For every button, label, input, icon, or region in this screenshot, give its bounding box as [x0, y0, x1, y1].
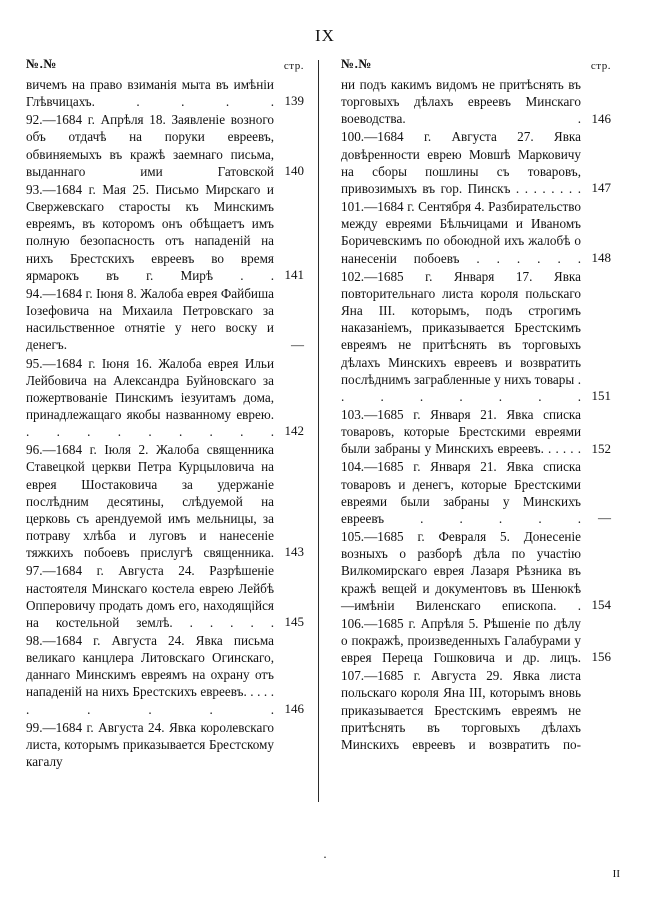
entry-text: 94.—1684 г. Іюня 8. Жалоба еврея Файбиша Іозефовича на Михаила Петровскаго за насильственное отнятіе у него воску и денегъ.: [26, 285, 274, 353]
list-item: [26, 632, 304, 718]
entry-page: 156: [591, 649, 611, 665]
entry-text: вичемъ на право взиманія мыта въ имѣніи Глѣвчицахъ. . . . .: [26, 77, 274, 110]
entry-page: 154: [591, 596, 611, 612]
entry-text: 96.—1684 г. Іюля 2. Жалоба священника Ставецкой церкви Петра Курцыловича на еврея Шостаковича за удержаніе послѣдним десятины, слѣдуемой на церковь съ арендуемой имъ мельницы, за потраву хлѣба и луговъ и нанесеніе тяжкихъ побоевъ прислугѣ священника.: [26, 442, 274, 561]
entry-page: 148: [591, 249, 611, 265]
entry-text: 92.—1684 г. Апрѣля 18. Заявленіе возного объ отдачѣ на поруки евреевъ, обвиняемыхъ въ кражѣ заемнаго письма, выданнаго ими Гатовской: [26, 112, 274, 179]
entry-page: 142: [284, 423, 304, 439]
entry-page: 140: [284, 163, 304, 179]
entry-text: 103.—1685 г. Января 21. Явка списка товаровъ, которые Брестскими евреями были забраны у Минскихъ евреевъ. . . . . .: [341, 406, 581, 457]
list-item: [341, 268, 611, 405]
list-item: [341, 458, 611, 527]
entry-text: 104.—1685 г. Января 21. Явка списка товаровъ и денегъ, которые Брестскими евреями были забраны у Минскихъ евреевъ . . . . .: [341, 459, 581, 526]
entry-text: 98.—1684 г. Августа 24. Явка письма великаго канцлера Литовскаго Огинскаго, даннаго Минскимъ евреямъ на охрану отъ нападеній на нихъ Брестскихъ евреевъ. . . . . . . . . .: [26, 633, 274, 717]
entry-page: 139: [284, 93, 304, 109]
list-item: [26, 355, 304, 441]
list-item: [26, 562, 304, 631]
left-column-header: [26, 56, 304, 72]
left-page-header: стр.: [283, 60, 304, 72]
entry-page: 146: [591, 110, 611, 126]
two-column-layout: [0, 56, 650, 802]
entry-page: 143: [284, 544, 304, 560]
entry-text: 102.—1685 г. Января 17. Явка повторительнаго листа короля польскаго Яна III. которымъ, подъ строгимъ наказаніемъ, приказывается Брестскимъ евреямъ не притѣснять въ торговыхъ дѣлахъ Минскихъ евреевъ и возвратить послѣднимъ заграбленные у нихъ товары . . . . . . . .: [341, 268, 581, 404]
entry-page: 141: [284, 266, 304, 282]
list-item: [341, 615, 611, 666]
list-item: [26, 111, 304, 180]
list-item: [341, 406, 611, 457]
entry-text: 97.—1684 г. Августа 24. Разрѣшеніе настоятеля Минскаго костела еврею Лейбѣ Опперовичу продать домъ его, находящійся на костельной землѣ. . . . . .: [26, 563, 274, 630]
entry-text: 107.—1685 г. Августа 29. Явка листа польскаго короля Яна III, которымъ вновь приказывается Брестскимъ евреямъ не притѣснять въ торговыхъ дѣлахъ Минскихъ евреевъ и возвратить по-: [341, 668, 581, 752]
entry-page: —: [291, 336, 304, 352]
entry-page: 146: [284, 700, 304, 716]
entry-page: 147: [591, 180, 611, 196]
entry-text: ни подъ какимъ видомъ не притѣснять въ торговыхъ дѣлахъ евреевъ Минскаго воеводства. .: [341, 77, 581, 127]
entry-text: 100.—1684 г. Августа 27. Явка довѣренности еврею Мовшѣ Марковичу на сборы пошлины съ товаровъ, привозимыхъ въ гор. Пинскъ . . . . . . . .: [341, 129, 581, 196]
entry-page: 152: [591, 440, 611, 456]
entry-text: 101.—1684 г. Сентября 4. Разбирательство между евреями Бѣльчицами и Иваномъ Боричевскимъ по обоюдной ихъ жалобѣ о нанесеніи побоевъ . . . . . .: [341, 199, 581, 266]
list-item: [341, 76, 611, 127]
entry-text: 106.—1685 г. Апрѣля 5. Рѣшеніе по дѣлу о покражѣ, произведенныхъ Галабурами у еврея Переца Гошковича и др. лицъ.: [341, 615, 581, 666]
entry-page: —: [598, 510, 611, 526]
signature-mark: II: [612, 868, 620, 880]
list-item: [26, 181, 304, 284]
page-number: IX: [315, 26, 335, 45]
entry-text: 95.—1684 г. Іюня 16. Жалоба еврея Ильи Лейбовича на Александра Буйновскаго за пожертвованіе Пинскимъ іезуитамъ дома, принадлежащаго якобы названному еврею. . . . . . . . . .: [26, 355, 274, 440]
entry-text: 105.—1685 г. Февраля 5. Донесеніе возныхъ о разборѣ дѣла по участію Вилкомирскаго еврея Лазаря Рѣзника въ кражѣ вещей и документовъ въ Шенюкѣ—имѣніи Виленскаго епископа. .: [341, 529, 581, 613]
right-page-header: стр.: [590, 60, 611, 72]
list-item: [26, 719, 304, 770]
column-divider: [318, 60, 319, 802]
list-item: [341, 128, 611, 197]
list-item: [26, 441, 304, 561]
bottom-center-mark: .: [323, 846, 327, 861]
right-number-header: №.№: [341, 56, 372, 71]
left-column: [26, 56, 314, 802]
list-item: [341, 198, 611, 267]
list-item: [26, 285, 304, 354]
document-page: [0, 26, 650, 898]
list-item: [341, 667, 611, 753]
right-column: [323, 56, 611, 802]
left-number-header: №.№: [26, 56, 57, 71]
list-item: [341, 528, 611, 614]
entry-text: 93.—1684 г. Мая 25. Письмо Мирскаго и Свержевскаго старосты къ Минскимъ евреямъ, въ которомъ онъ обѣщаетъ имъ полную безопасность отъ нападеній на нихъ Брестскихъ евреевъ во время ярмарокъ въ г. Мирѣ . .: [26, 181, 274, 283]
right-column-header: [341, 56, 611, 72]
entry-page: 151: [591, 388, 611, 404]
list-item: [26, 76, 304, 110]
entry-text: 99.—1684 г. Августа 24. Явка королевскаго листа, которымъ приказывается Брестскому кагалу: [26, 719, 274, 770]
entry-page: 145: [284, 614, 304, 630]
